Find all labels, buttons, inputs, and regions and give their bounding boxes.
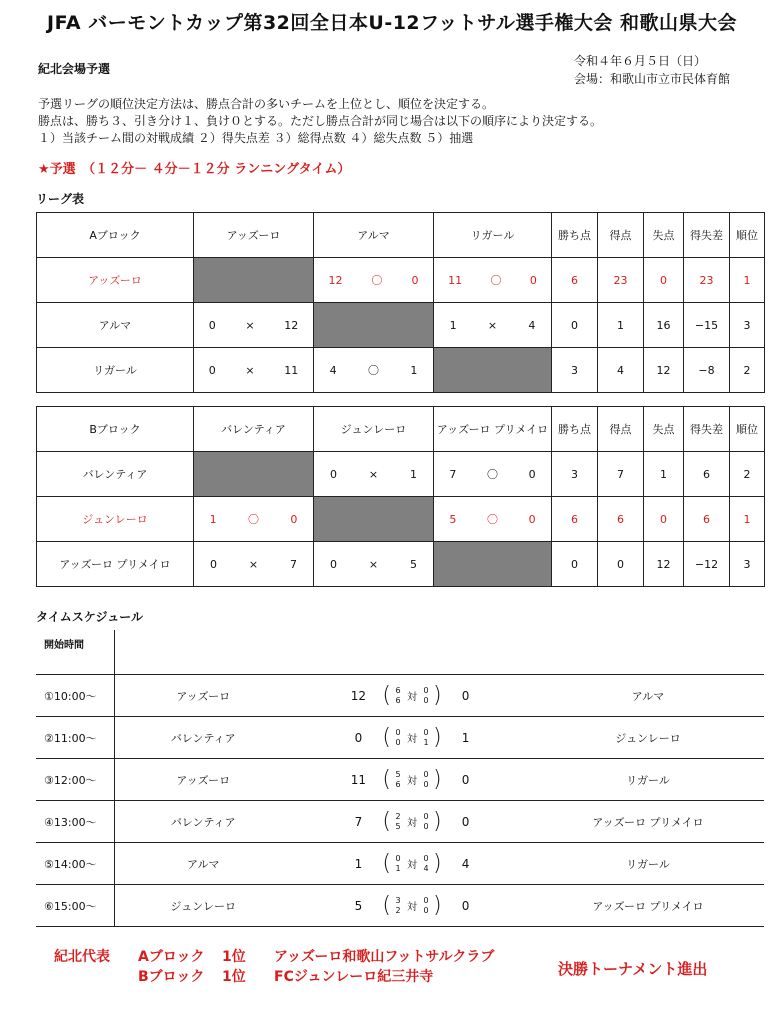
close-paren: ) (433, 808, 442, 834)
opp-goals: 0 (528, 467, 536, 481)
league-table-label: リーグ表 (36, 192, 85, 206)
league-team-row (37, 303, 765, 348)
away-team: リガール (532, 843, 764, 885)
stat-header: 得失差 (684, 213, 730, 258)
away-score: 0 (461, 688, 470, 703)
match-score (292, 892, 532, 918)
home-second-half: 2 (395, 905, 401, 915)
home-second-half: 0 (395, 737, 401, 747)
self-match-cell (194, 452, 314, 497)
time-schedule-table (36, 630, 764, 927)
opp-goals: 0 (529, 273, 537, 287)
event-date: 令和４年６月５日（日） (574, 54, 707, 68)
league-team-row (37, 348, 765, 393)
own-goals: 0 (329, 557, 337, 571)
home-first-half: 6 (395, 685, 401, 695)
result-mark: × (368, 467, 379, 481)
open-paren: ( (382, 682, 391, 708)
league-table-block-a (36, 212, 765, 393)
ranking-rules (38, 96, 602, 147)
match-result-cell (434, 258, 552, 303)
home-team: ジュンレーロ (114, 885, 292, 927)
match-result-cell (194, 542, 314, 587)
home-first-half: 2 (395, 811, 401, 821)
home-second-half: 5 (395, 821, 401, 831)
opponent-header: アッズーロ プリメイロ (434, 407, 552, 452)
league-header-row (37, 213, 765, 258)
own-goals: 0 (329, 467, 337, 481)
away-first-half: 0 (423, 895, 429, 905)
result-mark: 〇 (367, 364, 379, 377)
match-score (194, 364, 313, 377)
vs-label: 対 (407, 818, 417, 829)
result-mark: 〇 (486, 468, 498, 481)
team-stat: 6 (552, 258, 598, 303)
league-team-row (37, 258, 765, 303)
team-stat: 0 (644, 258, 684, 303)
self-match-cell (194, 258, 314, 303)
own-goals: 5 (449, 512, 457, 526)
team-stat: 6 (598, 497, 644, 542)
event-location: 会場：和歌山市立市民体育館 (574, 72, 731, 86)
home-score: 5 (354, 898, 363, 913)
home-score: 1 (354, 856, 363, 871)
home-team: アルマ (114, 843, 292, 885)
home-first-half: 0 (395, 853, 401, 863)
team-stat: 4 (598, 348, 644, 393)
close-paren: ) (433, 766, 442, 792)
match-score (292, 724, 532, 750)
away-half-scores (419, 812, 433, 832)
result-mark: × (487, 318, 498, 332)
team-stat: −8 (684, 348, 730, 393)
match-result-cell (434, 303, 552, 348)
opp-goals: 0 (290, 512, 298, 526)
own-goals: 0 (209, 557, 217, 571)
schedule-row (36, 885, 764, 927)
schedule-row (36, 675, 764, 717)
match-result-cell (194, 348, 314, 393)
close-paren: ) (433, 892, 442, 918)
own-goals: 4 (329, 363, 337, 377)
opp-goals: 0 (528, 512, 536, 526)
start-time: ⑤14:00～ (36, 843, 114, 885)
team-stat: 0 (552, 303, 598, 348)
team-stat: 1 (730, 258, 765, 303)
match-score-cell (292, 675, 532, 717)
venue-section-label: 紀北会場予選 (38, 62, 111, 76)
own-goals: 12 (328, 273, 343, 287)
rep-block-b: Bブロック (138, 969, 205, 985)
block-name: Bブロック (37, 407, 194, 452)
match-score (292, 850, 532, 876)
opp-goals: 0 (411, 273, 419, 287)
open-paren: ( (382, 724, 391, 750)
open-paren: ( (382, 892, 391, 918)
away-score: 0 (461, 772, 470, 787)
away-score: 0 (461, 898, 470, 913)
match-score (314, 468, 433, 481)
self-match-cell (314, 497, 434, 542)
home-first-half: 5 (395, 769, 401, 779)
team-stat: 1 (730, 497, 765, 542)
home-first-half: 3 (395, 895, 401, 905)
league-team-row (37, 452, 765, 497)
own-goals: 7 (449, 467, 457, 481)
opponent-header: バレンティア (194, 407, 314, 452)
result-mark: 〇 (486, 513, 498, 526)
home-score: 7 (354, 814, 363, 829)
date-location (574, 52, 730, 88)
league-team-row (37, 542, 765, 587)
start-time: ②11:00～ (36, 717, 114, 759)
self-match-cell (434, 542, 552, 587)
away-half-scores (419, 854, 433, 874)
rep-block-a: Aブロック (138, 949, 205, 965)
team-stat: 16 (644, 303, 684, 348)
home-score: 11 (350, 772, 367, 787)
match-score (292, 808, 532, 834)
home-score: 12 (350, 688, 367, 703)
away-half-scores (419, 728, 433, 748)
away-team: アッズーロ プリメイロ (532, 885, 764, 927)
team-stat: 23 (684, 258, 730, 303)
result-mark: × (245, 318, 255, 332)
own-goals: 0 (208, 318, 216, 332)
away-first-half: 0 (423, 853, 429, 863)
home-team: バレンティア (114, 801, 292, 843)
opponent-header: リガール (434, 213, 552, 258)
match-format-note: ★予選 （１２分－ ４分－１２分 ランニングタイム） (38, 162, 351, 177)
away-half-scores (419, 770, 433, 790)
home-half-scores (391, 770, 405, 790)
start-time: ⑥15:00～ (36, 885, 114, 927)
home-half-scores (391, 854, 405, 874)
league-table-block-b (36, 406, 765, 587)
match-result-cell (314, 258, 434, 303)
league-header-row (37, 407, 765, 452)
away-second-half: 0 (423, 821, 429, 831)
team-stat: 6 (552, 497, 598, 542)
rep-rank-a: 1位 (222, 949, 246, 965)
match-score-cell (292, 843, 532, 885)
match-result-cell (314, 452, 434, 497)
self-match-cell (434, 348, 552, 393)
team-stat: 3 (552, 452, 598, 497)
match-score-cell (292, 759, 532, 801)
team-stat: −15 (684, 303, 730, 348)
match-score (194, 511, 313, 527)
away-second-half: 0 (423, 779, 429, 789)
away-first-half: 0 (423, 811, 429, 821)
team-stat: 23 (598, 258, 644, 303)
match-score-cell (292, 885, 532, 927)
page-title: JFA バーモントカップ第32回全日本U-12フットサル選手権大会 和歌山県大会 (47, 12, 737, 34)
team-stat: 7 (598, 452, 644, 497)
home-second-half: 1 (395, 863, 401, 873)
stat-header: 勝ち点 (552, 213, 598, 258)
stat-header: 順位 (730, 213, 765, 258)
rule-line: 予選リーグの順位決定方法は、勝点合計の多いチームを上位とし、順位を決定する。 (38, 97, 495, 111)
away-team: リガール (532, 759, 764, 801)
opponent-header: アッズーロ (194, 213, 314, 258)
home-half-scores (391, 896, 405, 916)
match-result-cell (314, 542, 434, 587)
close-paren: ) (433, 682, 442, 708)
result-mark: × (245, 363, 255, 377)
stat-header: 順位 (730, 407, 765, 452)
away-score: 1 (461, 730, 470, 745)
opp-goals: 1 (410, 467, 418, 481)
stat-header: 得点 (598, 407, 644, 452)
close-paren: ) (433, 724, 442, 750)
away-half-scores (419, 896, 433, 916)
match-score (314, 272, 433, 288)
result-mark: 〇 (490, 274, 502, 287)
league-team-row (37, 497, 765, 542)
open-paren: ( (382, 766, 391, 792)
stat-header: 得失差 (684, 407, 730, 452)
match-result-cell (434, 452, 552, 497)
team-stat: 3 (730, 542, 765, 587)
match-score-cell (292, 717, 532, 759)
representatives-label: 紀北代表 (54, 949, 110, 965)
team-name: アルマ (37, 303, 194, 348)
rule-line: １）当該チーム間の対戦成績 ２）得失点差 ３）総得点数 ４）総失点数 ５）抽選 (38, 131, 474, 145)
team-stat: 0 (644, 497, 684, 542)
start-time: ③12:00～ (36, 759, 114, 801)
stat-header: 得点 (598, 213, 644, 258)
team-stat: 2 (730, 452, 765, 497)
vs-label: 対 (407, 692, 417, 703)
advance-note: 決勝トーナメント進出 (558, 960, 708, 978)
away-team: アルマ (532, 675, 764, 717)
away-team: アッズーロ プリメイロ (532, 801, 764, 843)
opponent-header: ジュンレーロ (314, 407, 434, 452)
match-score (434, 511, 551, 527)
away-score: 0 (461, 814, 470, 829)
opp-goals: 5 (410, 557, 418, 571)
match-score (434, 272, 551, 288)
own-goals: 11 (448, 273, 463, 287)
team-stat: 12 (644, 348, 684, 393)
schedule-header-row (36, 630, 764, 675)
schedule-row (36, 801, 764, 843)
team-name: アッズーロ プリメイロ (37, 542, 194, 587)
team-stat: 3 (730, 303, 765, 348)
away-half-scores (419, 686, 433, 706)
match-score (292, 766, 532, 792)
opp-goals: 7 (290, 557, 298, 571)
home-half-scores (391, 686, 405, 706)
team-stat: −12 (684, 542, 730, 587)
team-name: バレンティア (37, 452, 194, 497)
rule-line: 勝点は、勝ち３、引き分け１、負け０とする。ただし勝点合計が同じ場合は以下の順序により決定する。 (38, 114, 603, 128)
match-score (314, 362, 433, 378)
stat-header: 勝ち点 (552, 407, 598, 452)
away-first-half: 0 (423, 685, 429, 695)
home-team: バレンティア (114, 717, 292, 759)
match-result-cell (314, 348, 434, 393)
match-result-cell (194, 497, 314, 542)
start-time-header: 開始時間 (36, 630, 114, 675)
away-second-half: 0 (423, 695, 429, 705)
match-score (194, 558, 313, 571)
vs-label: 対 (407, 902, 417, 913)
team-stat: 2 (730, 348, 765, 393)
team-stat: 6 (684, 452, 730, 497)
schedule-row (36, 843, 764, 885)
away-second-half: 4 (423, 863, 429, 873)
opp-goals: 1 (410, 363, 418, 377)
close-paren: ) (433, 850, 442, 876)
team-name: ジュンレーロ (37, 497, 194, 542)
schedule-header-blank (114, 630, 764, 675)
match-score (434, 466, 551, 482)
opponent-header: アルマ (314, 213, 434, 258)
away-score: 4 (461, 856, 470, 871)
team-stat: 0 (552, 542, 598, 587)
team-stat: 1 (598, 303, 644, 348)
schedule-label: タイムスケジュール (36, 610, 144, 624)
team-stat: 1 (644, 452, 684, 497)
schedule-row (36, 759, 764, 801)
own-goals: 1 (209, 512, 217, 526)
open-paren: ( (382, 850, 391, 876)
start-time: ④13:00～ (36, 801, 114, 843)
vs-label: 対 (407, 860, 417, 871)
vs-label: 対 (407, 776, 417, 787)
away-second-half: 0 (423, 905, 429, 915)
opp-goals: 11 (284, 363, 299, 377)
vs-label: 対 (407, 734, 417, 745)
away-first-half: 0 (423, 727, 429, 737)
own-goals: 1 (449, 318, 457, 332)
team-stat: 0 (598, 542, 644, 587)
match-score (434, 319, 551, 332)
match-score-cell (292, 801, 532, 843)
result-mark: × (248, 557, 259, 571)
team-name: アッズーロ (37, 258, 194, 303)
stat-header: 失点 (644, 213, 684, 258)
away-team: ジュンレーロ (532, 717, 764, 759)
opp-goals: 4 (528, 318, 536, 332)
team-name: リガール (37, 348, 194, 393)
home-team: アッズーロ (114, 675, 292, 717)
rep-team-a: アッズーロ和歌山フットサルクラブ (274, 949, 495, 965)
open-paren: ( (382, 808, 391, 834)
match-result-cell (434, 497, 552, 542)
start-time: ①10:00～ (36, 675, 114, 717)
self-match-cell (314, 303, 434, 348)
match-score (194, 319, 313, 332)
result-mark: × (368, 557, 379, 571)
away-second-half: 1 (423, 737, 429, 747)
home-team: アッズーロ (114, 759, 292, 801)
home-first-half: 0 (395, 727, 401, 737)
block-name: Aブロック (37, 213, 194, 258)
match-result-cell (194, 303, 314, 348)
match-score (314, 558, 433, 571)
team-stat: 12 (644, 542, 684, 587)
own-goals: 0 (208, 363, 216, 377)
team-stat: 6 (684, 497, 730, 542)
rep-rank-b: 1位 (222, 969, 246, 985)
home-score: 0 (354, 730, 363, 745)
home-half-scores (391, 812, 405, 832)
result-mark: 〇 (371, 274, 383, 287)
stat-header: 失点 (644, 407, 684, 452)
team-stat: 3 (552, 348, 598, 393)
result-mark: 〇 (247, 513, 259, 526)
rep-team-b: FCジュンレーロ紀三井寺 (274, 969, 434, 985)
schedule-row (36, 717, 764, 759)
match-score (292, 682, 532, 708)
home-half-scores (391, 728, 405, 748)
home-second-half: 6 (395, 695, 401, 705)
opp-goals: 12 (284, 318, 299, 332)
home-second-half: 6 (395, 779, 401, 789)
away-first-half: 0 (423, 769, 429, 779)
